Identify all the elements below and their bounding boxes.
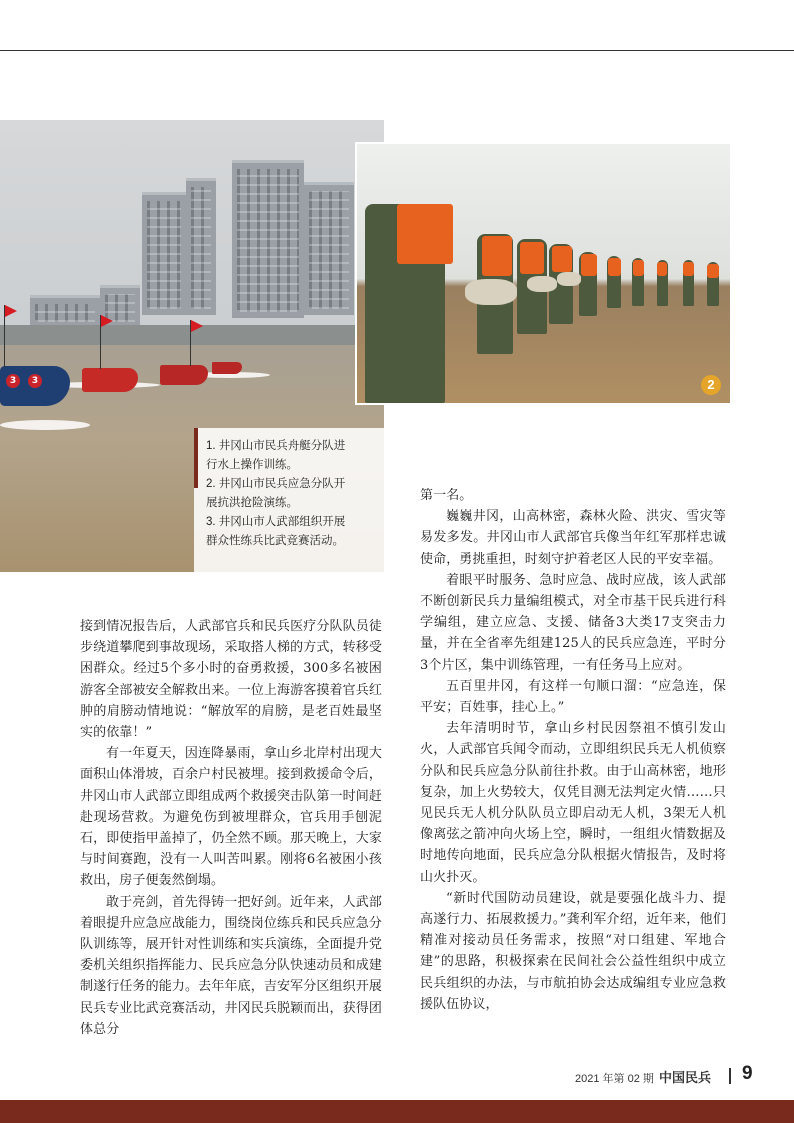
paragraph: 去年清明时节，拿山乡村民因祭祖不慎引发山火，人武部官兵闻令而动，立即组织民兵无人机侦察分队和民兵应急分队前往扑救。由于山高林密，地形复杂，加上火势较大，仅凭目测无法判定火情……只见民兵无人机分队队员立即启动无人机，3架无人机像离弦之箭冲向火场上空，瞬时，一组组火情数据及时地传向地面，民兵应急分队根据火情报告，及时将山火扑灭。 <box>420 721 726 885</box>
caption-line: 2. 井冈山市民兵应急分队开 <box>206 478 346 490</box>
right-text-column <box>420 485 726 1015</box>
caption-line: 群众性练兵比武竞赛活动。 <box>206 535 344 547</box>
photo-caption <box>194 428 384 572</box>
caption-line: 展抗洪抢险演练。 <box>206 497 298 509</box>
caption-line: 行水上操作训练。 <box>206 459 298 471</box>
paragraph: 五百里井冈，有这样一句顺口溜：“应急连，保平安；百姓事，挂心上。” <box>420 678 726 716</box>
boat-number-badge: 3 <box>28 374 42 388</box>
paragraph: 接到情况报告后，人武部官兵和民兵医疗分队队员徒步绕道攀爬到事故现场，采取搭人梯的方式，转移受困群众。经过5个多小时的奋勇救援，300多名被困游客全部被安全解救出来。一位上海游客摸着官兵红肿的肩膀动情地说：“解放军的肩膀，是老百姓最坚实的依靠！” <box>80 619 382 741</box>
photo-number-badge: 2 <box>701 375 721 395</box>
paragraph: 巍巍井冈，山高林密，森林火险、洪灾、雪灾等易发多发。井冈山市人武部官兵像当年红军那样忠诚使命，勇挑重担，时刻守护着老区人民的平安幸福。 <box>420 509 726 567</box>
caption-line: 1. 井冈山市民兵舟艇分队进 <box>206 440 346 452</box>
footer-divider <box>729 1068 731 1084</box>
magazine-name: 中国民兵 <box>659 1070 712 1085</box>
left-text-column <box>80 616 382 1040</box>
header-rule <box>0 50 794 51</box>
paragraph: 敢于亮剑，首先得铸一把好剑。近年来，人武部着眼提升应急应战能力，围绕岗位练兵和民兵应急分队训练等，展开针对性训练和实兵演练，全面提升党委机关组织指挥能力、民兵应急分队快速动员和成建制遂行任务的能力。去年年底，吉安军分区组织开展民兵专业比武竞赛活动，井冈民兵脱颖而出，获得团体总分 <box>80 894 382 1037</box>
boat-number-badge: 3 <box>6 374 20 388</box>
page-number: 9 <box>742 1063 753 1084</box>
paragraph: 着眼平时服务、急时应急、战时应战，该人武部不断创新民兵力量编组模式，对全市基干民兵进行科学编组，建立应急、支援、储备3大类17支突击力量，并在全省率先组建125人的民兵应急连，平时分3个片区，集中训练管理，一有任务马上应对。 <box>420 572 726 673</box>
issue-label: 2021 年第 02 期 <box>575 1073 654 1085</box>
caption-line: 3. 井冈山市人武部组织开展 <box>206 516 346 528</box>
bottom-bar <box>0 1100 794 1123</box>
paragraph: “新时代国防动员建设，就是要强化战斗力、提高遂行力、拓展救援力。”龚利军介绍，近年来，他们精准对接动员任务需求，按照“对口组建、军地合建”的思路，积极探索在民间社会公益性组织中成立民兵组织的办法，与市航拍协会达成编组专业应急救援队伍协议， <box>420 890 726 1012</box>
paragraph: 第一名。 <box>420 488 473 503</box>
paragraph: 有一年夏天，因连降暴雨，拿山乡北岸村出现大面积山体滑坡，百余户村民被埋。接到救援命令后，井冈山市人武部立即组成两个救援突击队第一时间赶赴现场营救。为避免伤到被埋群众，官兵用手刨泥石，即使指甲盖掉了，仍全然不顾。那天晚上，大家与时间赛跑，没有一人叫苦叫累。刚将6名被困小孩救出，房子便轰然倒塌。 <box>80 746 382 889</box>
photo-flood-drill <box>357 144 730 403</box>
